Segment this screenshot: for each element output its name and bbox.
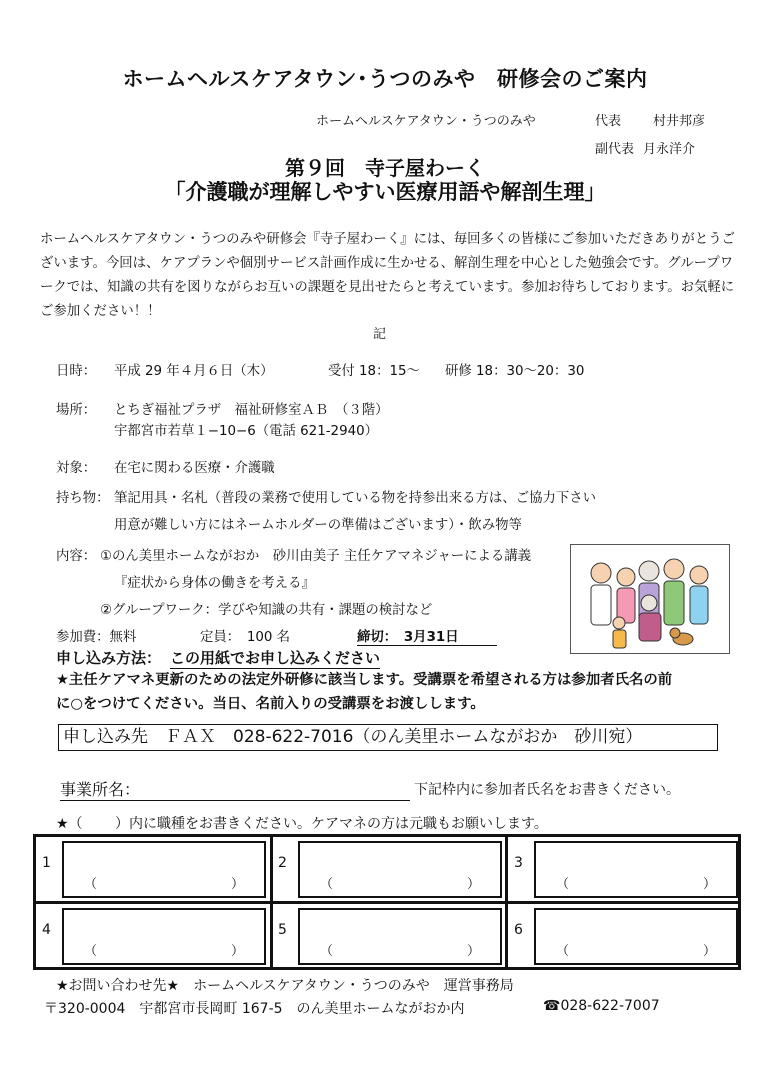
fax-contact-box: 申し込み先 ＦＡＸ 028-622-7016（のん美里ホームながおか 砂川宛） — [58, 724, 718, 751]
target-label: 対象： — [56, 461, 97, 476]
occupation-paren-open: （ — [556, 877, 570, 892]
ki-heading: 記 — [373, 327, 387, 342]
participant-slot[interactable] — [508, 904, 744, 969]
event-number-title: 第９回 寺子屋わーく — [285, 156, 485, 180]
slot-number: 6 — [514, 922, 523, 938]
page-title: ホームヘルスケアタウン･うつのみや 研修会のご案内 — [122, 67, 648, 91]
participant-slot[interactable] — [508, 837, 744, 902]
representative-name: 村井邦彦 — [653, 114, 706, 129]
content-item-1-title: 『症状から身体の働きを考える』 — [114, 576, 315, 591]
person-icon — [591, 563, 611, 625]
slot-number: 3 — [514, 855, 523, 871]
business-name-field[interactable] — [60, 777, 410, 801]
slot-number: 5 — [278, 922, 287, 938]
participant-name-field[interactable] — [62, 841, 266, 898]
address: 宇都宮市若草１−10−6（電話 621-2940） — [114, 424, 379, 439]
footer-address: 〒320-0004 宇都宮市長岡町 167-5 のん美里ホームながおか内 — [44, 1001, 465, 1017]
reception-time: 受付 18：15～ — [328, 364, 420, 379]
person-icon — [690, 566, 708, 624]
occupation-paren-open: （ — [320, 944, 334, 959]
event-theme: 「介護職が理解しやすい医療用語や解剖生理」 — [164, 180, 606, 204]
deadline: 締切： 3月31日 — [357, 626, 497, 646]
datetime-label: 日時： — [56, 364, 97, 379]
content-item-1: ①のん美里ホームながおか 砂川由美子 主任ケアマネジャーによる講義 — [100, 549, 532, 564]
slot-number: 1 — [42, 855, 51, 871]
note-line-2: に○をつけてください。当日、名前入りの受講票をお渡しします。 — [56, 696, 485, 712]
target: 在宅に関わる医療・介護職 — [114, 461, 275, 476]
dog-icon — [670, 628, 693, 645]
phone-icon: ☎ — [543, 998, 561, 1014]
items-line-1: 筆記用具・名札（普段の業務で使用している物を持参出来る方は、ご協力下さい — [114, 491, 597, 506]
note-line-1: ★主任ケアマネ更新のための法定外研修に該当します。受講票を希望される方は参加者氏名の前 — [56, 672, 673, 688]
items-label: 持ち物： — [56, 491, 110, 506]
person-icon — [613, 617, 626, 648]
capacity: 定員： 100 名 — [200, 630, 291, 645]
footer-phone-group — [543, 998, 660, 1014]
participant-name-field[interactable] — [534, 841, 738, 898]
occupation-paren-close: ） — [466, 944, 480, 959]
person-icon — [664, 559, 684, 625]
participant-slot[interactable] — [272, 904, 508, 969]
business-name-label: 事業所名： — [60, 780, 141, 799]
participant-name-field[interactable] — [534, 908, 738, 965]
slot-number: 2 — [278, 855, 287, 871]
participant-slot[interactable] — [36, 904, 272, 969]
occupation-paren-close: ） — [230, 944, 244, 959]
participant-name-field[interactable] — [298, 841, 502, 898]
occupation-paren-close: ） — [702, 944, 716, 959]
occupation-paren-open: （ — [84, 877, 98, 892]
participant-grid — [33, 834, 741, 970]
place: とちぎ福祉プラザ 福祉研修室ＡＢ （３階） — [114, 403, 389, 418]
participant-slot[interactable] — [36, 837, 272, 902]
place-label: 場所： — [56, 403, 97, 418]
organization-name: ホームヘルスケアタウン・うつのみや — [316, 114, 536, 129]
content-label: 内容： — [56, 549, 97, 564]
intro-paragraph: ホームヘルスケアタウン・うつのみや研修会『寺子屋わーく』には、毎回多くの皆様にご参加いただきありがとうございます。今回は、ケアプランや個別サービス計画作成に生かせる、解剖生理を中心とした勉強会です。グループワークでは、知識の共有を図りながらお互いの課題を見出せたらと考えています。参加お待ちしております。お気軽にご参加ください！！ — [40, 232, 735, 319]
person-icon — [617, 568, 635, 623]
caregivers-illustration — [570, 544, 730, 654]
representative-role: 代表 — [595, 114, 622, 129]
occupation-note: ★（ ）内に職種をお書きください。ケアマネの方は元職もお願いします。 — [56, 816, 548, 832]
items-line-2: 用意が難しい方にはネームホルダーの準備はございます）・飲み物等 — [114, 518, 522, 533]
footer-phone: 028-622-7007 — [560, 998, 660, 1014]
apply-method-label: 申し込み方法： — [56, 649, 162, 667]
vice-representative-name: 月永洋介 — [643, 142, 696, 157]
occupation-paren-open: （ — [320, 877, 334, 892]
participant-name-field[interactable] — [62, 908, 266, 965]
apply-method-value: この用紙でお申し込みください — [170, 649, 381, 667]
occupation-paren-close: ） — [230, 877, 244, 892]
participant-name-field[interactable] — [298, 908, 502, 965]
occupation-paren-close: ） — [702, 877, 716, 892]
inquiry-line: ★お問い合わせ先★ ホームヘルスケアタウン・うつのみや 運営事務局 — [56, 978, 514, 994]
business-hint: 下記枠内に参加者氏名をお書きください。 — [414, 782, 680, 798]
occupation-paren-open: （ — [84, 944, 98, 959]
vice-representative-role: 副代表 — [595, 142, 635, 157]
content-item-2: ②グループワーク：学びや知識の共有・課題の検討など — [100, 603, 433, 618]
session-time: 研修 18：30～20：30 — [445, 364, 585, 379]
fee: 参加費：無料 — [56, 630, 137, 645]
occupation-paren-open: （ — [556, 944, 570, 959]
event-date: 平成 29 年４月６日（木） — [114, 364, 274, 379]
slot-number: 4 — [42, 922, 51, 938]
participant-slot[interactable] — [272, 837, 508, 902]
occupation-paren-close: ） — [466, 877, 480, 892]
